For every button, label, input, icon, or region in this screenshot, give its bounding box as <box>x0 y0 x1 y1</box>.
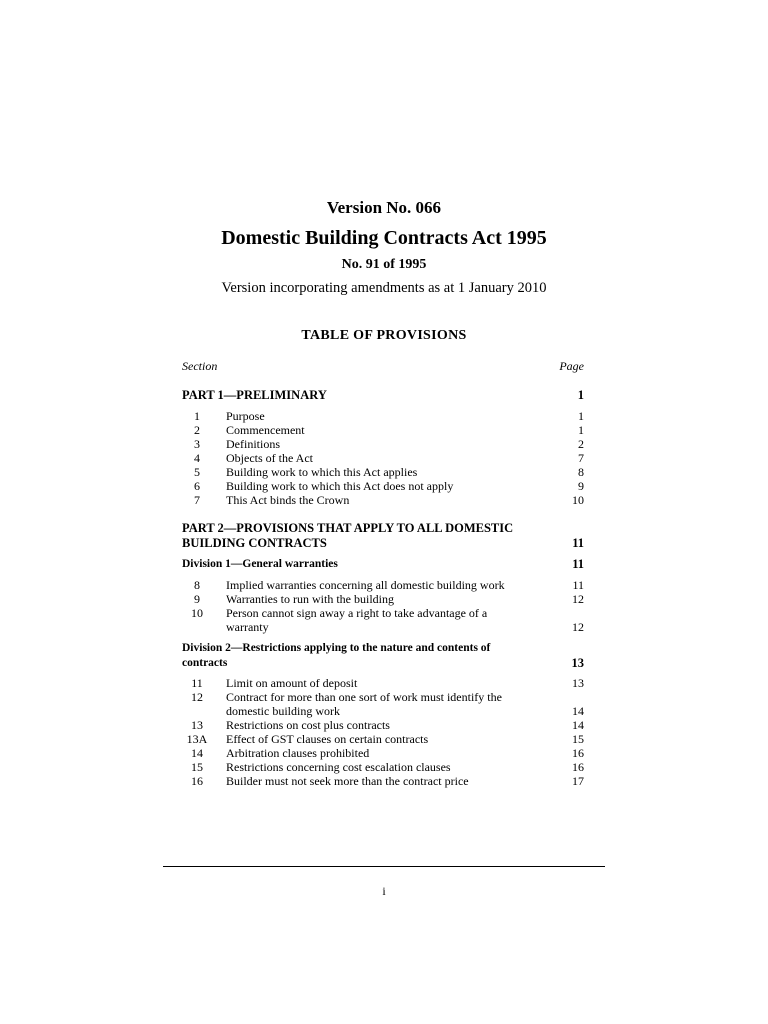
section-number: 15 <box>191 760 203 774</box>
section-title: Arbitration clauses prohibited <box>226 746 370 760</box>
section-title: Contract for more than one sort of work must identify the <box>226 690 502 704</box>
section-number: 10 <box>191 606 203 620</box>
part2-page: 11 <box>572 536 584 550</box>
section-title: Building work to which this Act does not apply <box>226 479 454 493</box>
section-title: Objects of the Act <box>226 451 313 465</box>
section-title: This Act binds the Crown <box>226 493 350 507</box>
section-number: 13 <box>191 718 203 732</box>
section-title: Purpose <box>226 409 265 423</box>
section-title: Building work to which this Act applies <box>226 465 418 479</box>
section-number: 4 <box>194 451 200 465</box>
section-page: 16 <box>572 746 584 760</box>
section-title: Warranties to run with the building <box>226 592 394 606</box>
footer-rule <box>163 866 605 867</box>
section-title: Effect of GST clauses on certain contracts <box>226 732 429 746</box>
section-page: 11 <box>572 578 584 592</box>
part1-page: 1 <box>577 388 584 402</box>
section-page: 12 <box>572 620 584 634</box>
section-title: Implied warranties concerning all domestic building work <box>226 578 505 592</box>
section-page: 1 <box>578 423 584 437</box>
section-number: 14 <box>191 746 203 760</box>
section-page: 16 <box>572 760 584 774</box>
section-number: 8 <box>194 578 200 592</box>
section-page: 7 <box>578 451 584 465</box>
section-title: Limit on amount of deposit <box>226 676 358 690</box>
toc-title: TABLE OF PROVISIONS <box>301 328 467 343</box>
section-number: 7 <box>194 493 200 507</box>
section-number: 2 <box>194 423 200 437</box>
act-number: No. 91 of 1995 <box>341 257 427 272</box>
section-title: Restrictions on cost plus contracts <box>226 718 390 732</box>
column-header-section: Section <box>182 359 218 373</box>
section-number: 6 <box>194 479 200 493</box>
division2-heading-line2: contracts <box>182 657 228 669</box>
section-title: Commencement <box>226 423 305 437</box>
section-number: 1 <box>194 409 200 423</box>
section-page: 14 <box>572 704 584 718</box>
act-title: Domestic Building Contracts Act 1995 <box>221 227 547 249</box>
section-page: 1 <box>578 409 584 423</box>
section-title: Person cannot sign away a right to take advantage of a <box>226 606 488 620</box>
section-title-continued: domestic building work <box>226 704 340 718</box>
part2-heading-line2: BUILDING CONTRACTS <box>182 536 327 550</box>
section-page: 10 <box>572 493 584 507</box>
section-number: 9 <box>194 592 200 606</box>
section-page: 17 <box>572 774 584 788</box>
section-number: 11 <box>191 676 203 690</box>
division1-page: 11 <box>572 557 584 571</box>
section-number: 12 <box>191 690 203 704</box>
section-page: 8 <box>578 465 584 479</box>
section-page: 9 <box>578 479 584 493</box>
division2-heading-line1: Division 2—Restrictions applying to the nature and contents of <box>182 642 491 654</box>
incorporating-note: Version incorporating amendments as at 1 January 2010 <box>221 280 547 296</box>
section-number: 13A <box>186 732 208 746</box>
section-page: 15 <box>572 732 584 746</box>
section-title-continued: warranty <box>226 620 269 634</box>
section-page: 12 <box>572 592 584 606</box>
section-number: 16 <box>191 774 203 788</box>
section-number: 3 <box>194 437 200 451</box>
section-title: Definitions <box>226 437 280 451</box>
section-title: Builder must not seek more than the contract price <box>226 774 469 788</box>
section-page: 14 <box>572 718 584 732</box>
section-title: Restrictions concerning cost escalation clauses <box>226 760 451 774</box>
division1-heading: Division 1—General warranties <box>182 558 338 570</box>
section-page: 2 <box>578 437 584 451</box>
division2-page: 13 <box>571 656 584 670</box>
part1-heading: PART 1—PRELIMINARY <box>182 388 327 402</box>
page-number: i <box>382 884 386 898</box>
section-number: 5 <box>194 465 200 479</box>
column-header-page: Page <box>559 359 584 373</box>
version-number: Version No. 066 <box>326 198 442 217</box>
part2-heading-line1: PART 2—PROVISIONS THAT APPLY TO ALL DOMESTIC <box>182 521 514 535</box>
section-page: 13 <box>572 676 584 690</box>
